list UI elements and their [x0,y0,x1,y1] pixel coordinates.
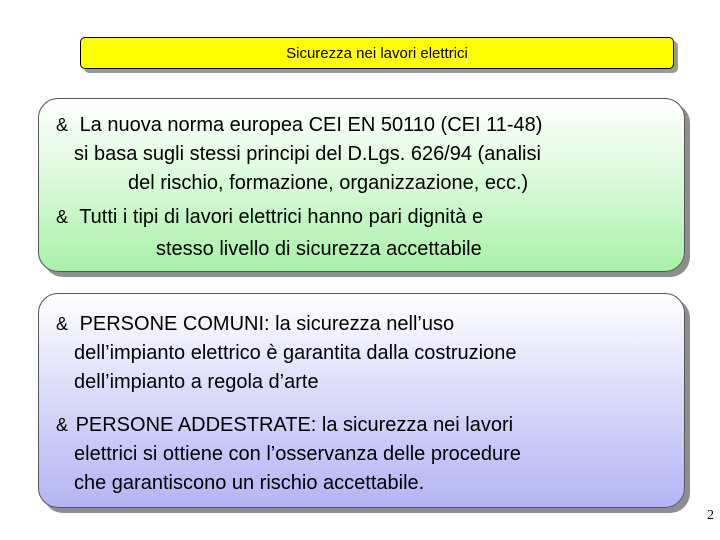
bullet-icon: & [56,115,69,135]
slide-title-box [80,37,674,69]
bullet-icon: & [56,415,69,435]
panel2-item1-line2: dell’impianto elettrico è garantita dalla costruzione [74,342,517,364]
panel2-item2-line3: che garantiscono un rischio accettabile. [74,472,425,494]
panel1-item1-line3: del rischio, formazione, organizzazione, ecc.) [128,172,529,194]
panel1-item2-line1: Tutti i tipi di lavori elettrici hanno pari dignità e [79,206,484,228]
bullet-icon: & [56,207,69,227]
page-number: 2 [707,508,714,523]
panel1-item2-line1-row [56,205,483,229]
panel1-item1-line1-row [56,113,542,137]
panel1-item1-line1: La nuova norma europea CEI EN 50110 (CEI 11-48) [79,114,543,136]
panel2-item1-line3: dell’impianto a regola d’arte [74,371,319,393]
panel2-item2-line1-row [56,413,513,437]
panel2-item1-line1-row [56,312,454,336]
panel2-item1-line1: PERSONE COMUNI: la sicurezza nell’uso [79,313,455,335]
panel2-item2-line1: PERSONE ADDESTRATE: la sicurezza nei lavori [75,414,514,436]
panel2-item2-line2: elettrici si ottiene con l’osservanza delle procedure [74,443,521,465]
bullet-icon: & [56,314,69,334]
panel1-item2-line2: stesso livello di sicurezza accettabile [156,238,482,260]
slide-title: Sicurezza nei lavori elettrici [286,44,468,62]
panel1-item1-line2: si basa sugli stessi principi del D.Lgs. 626/94 (analisi [74,143,541,165]
